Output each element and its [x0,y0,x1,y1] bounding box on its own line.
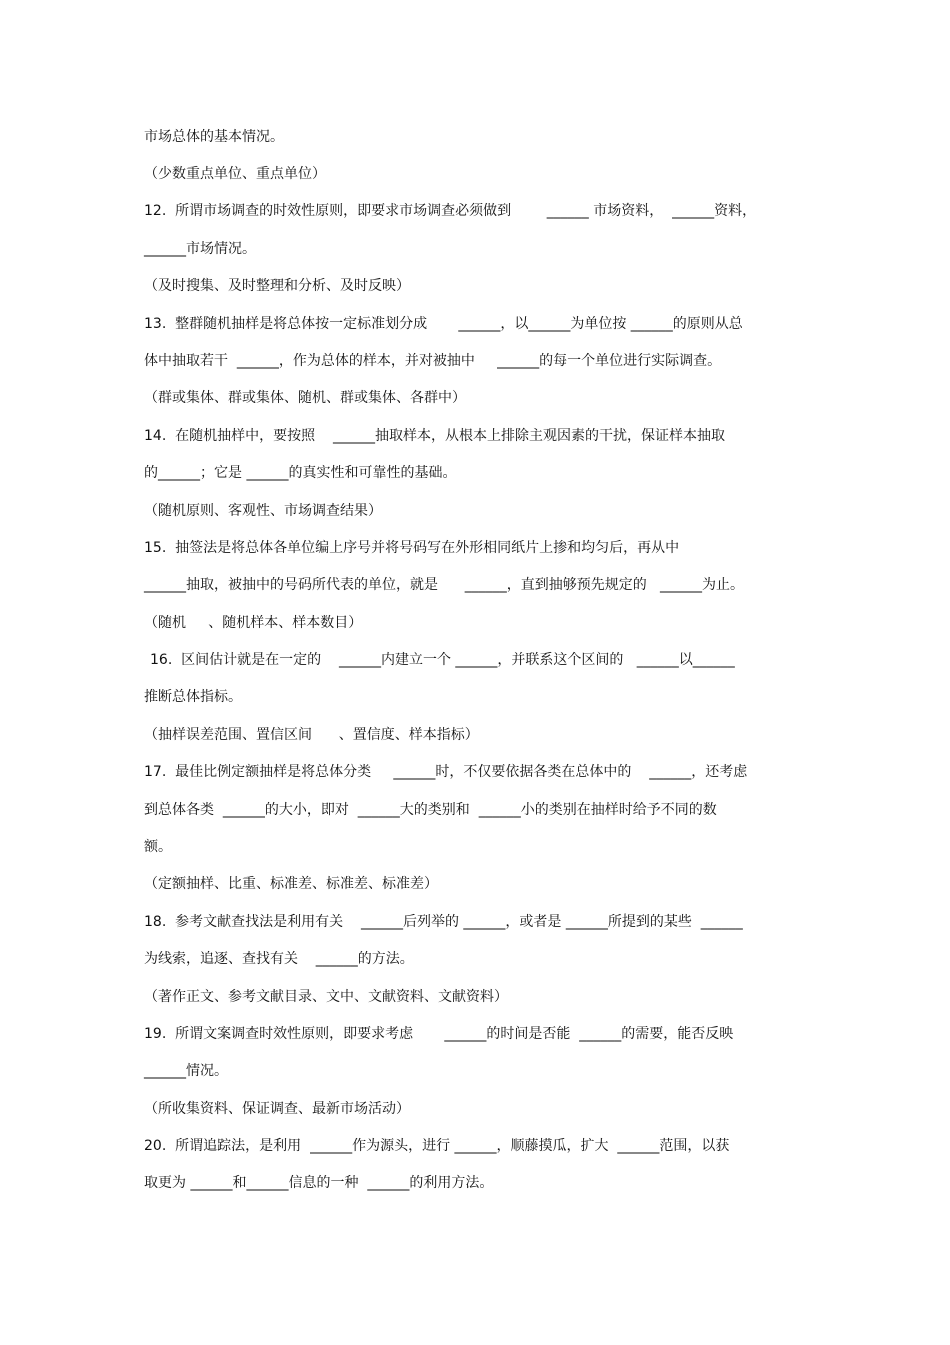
text-line: 市场总体的基本情况。 [144,129,284,145]
text-line: 额。 [144,839,172,855]
text-line: 取更为 ______和______信息的一种 ______的利用方法。 [144,1175,494,1191]
question-16: 16. 区间估计就是在一定的 ______内建立一个 ______，并联系这个区间的 ______以______ [150,652,735,668]
answer-line: （定额抽样、比重、标准差、标准差、标准差） [144,876,438,892]
question-19: 19. 所谓文案调查时效性原则，即要求考虑 ______的时间是否能 ______的需要，能否反映 [144,1026,734,1042]
answer-line: （少数重点单位、重点单位） [144,166,326,182]
question-12: 12. 所谓市场调查的时效性原则，即要求市场调查必须做到 ______ 市场资料， ______资料， [144,203,757,219]
question-13: 13. 整群随机抽样是将总体按一定标准划分成 ______，以______为单位按 ______的原则从总 [144,316,743,332]
text-line: 的______；它是 ______的真实性和可靠性的基础。 [144,465,457,481]
answer-line: （群或集体、群或集体、随机、群或集体、各群中） [144,390,466,406]
text-line: 推断总体指标。 [144,689,242,705]
question-18: 18. 参考文献查找法是利用有关 ______后列举的 ______，或者是 ______所提到的某些 ______ [144,914,743,930]
answer-line: （随机原则、客观性、市场调查结果） [144,503,382,519]
question-20: 20. 所谓追踪法，是利用 ______作为源头，进行 ______，顺藤摸瓜，扩大 ______范围，以获 [144,1138,730,1154]
answer-line: （抽样误差范围、置信区间 、置信度、样本指标） [144,727,479,743]
answer-line: （所收集资料、保证调查、最新市场活动） [144,1101,410,1117]
text-line: 到总体各类 ______的大小，即对 ______大的类别和 ______小的类别在抽样时给予不同的数 [144,802,717,818]
text-line: ______市场情况。 [144,241,256,257]
question-15: 15. 抽签法是将总体各单位编上序号并将号码写在外形相同纸片上掺和均匀后，再从中 [144,540,680,556]
answer-line: （随机 、随机样本、样本数目） [144,615,363,631]
answer-line: （著作正文、参考文献目录、文中、文献资料、文献资料） [144,989,508,1005]
text-line: ______情况。 [144,1063,228,1079]
question-17: 17. 最佳比例定额抽样是将总体分类 ______时，不仅要依据各类在总体中的 ______，还考虑 [144,764,748,780]
text-line: 体中抽取若干 ______，作为总体的样本，并对被抽中 ______的每一个单位进行实际调查。 [144,353,722,369]
text-line: 为线索，追逐、查找有关 ______的方法。 [144,951,414,967]
answer-line: （及时搜集、及时整理和分析、及时反映） [144,278,410,294]
text-line: ______抽取，被抽中的号码所代表的单位，就是 ______，直到抽够预先规定的 ______为止。 [144,577,745,593]
question-14: 14. 在随机抽样中，要按照 ______抽取样本，从根本上排除主观因素的干扰，保证样本抽取 [144,428,725,444]
